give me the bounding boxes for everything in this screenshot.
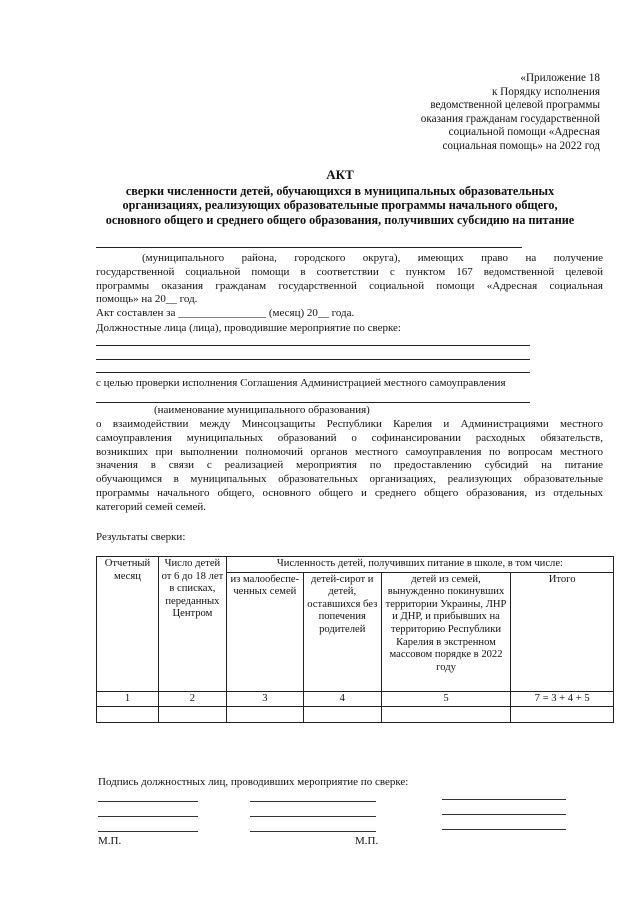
appendix-line: ведомственной целевой программы xyxy=(430,99,600,112)
empty-cell xyxy=(303,707,381,723)
agreement-paragraph xyxy=(96,418,603,515)
signature-line xyxy=(250,816,376,817)
blank-line-official-2 xyxy=(96,359,530,360)
results-table xyxy=(96,556,614,723)
signature-line xyxy=(442,829,566,830)
header-children-count: Число детей от 6 до 18 лет в списках, переданных Центром xyxy=(158,557,226,692)
table-empty-row xyxy=(97,707,614,723)
blank-line-official-1 xyxy=(96,345,530,346)
col-number: 2 xyxy=(158,691,226,707)
signature-line xyxy=(98,816,198,817)
intro-line: программы оказания гражданам государственной социальной помощи «Адресная социальная xyxy=(96,279,603,292)
empty-cell xyxy=(511,707,614,723)
title-main: АКТ xyxy=(326,167,354,182)
agreement-line: программы начального общего, основного общего и среднего общего образования, из отдельных xyxy=(96,486,603,499)
blank-line-municipality-name xyxy=(96,402,530,403)
intro-paragraph xyxy=(96,252,603,307)
agreement-line: категорий семей семей. xyxy=(96,500,206,513)
agreement-line: значения в связи с реализацией мероприятия по предоставлению субсидий на питание xyxy=(96,459,603,472)
act-compiled-text: Акт составлен за ________________ (месяц) 20__ года. xyxy=(96,307,355,319)
appendix-line: «Приложение 18 xyxy=(520,72,600,84)
blank-line-municipality xyxy=(96,247,522,248)
empty-cell xyxy=(158,707,226,723)
officials-text: Должностные лица (лица), проводившие мероприятие по сверке: xyxy=(96,322,401,334)
table-header-row xyxy=(97,557,614,573)
agreement-line: возникших при выполнении полномочий органов местного самоуправления по вопросам местного xyxy=(96,445,603,458)
header-total: Итого xyxy=(511,572,614,691)
intro-line: государственной социальной помощи в соответствии с пунктом 167 ведомственной целевой xyxy=(96,265,603,278)
signatures-caption: Подпись должностных лиц, проводивших мероприятие по сверке: xyxy=(98,776,409,788)
title-line: сверки численности детей, обучающихся в муниципальных образовательных xyxy=(125,184,555,199)
appendix-line: социальной помощи «Адресная xyxy=(448,126,600,139)
header-orphans: детей-сирот и детей, оставшихся без попечения родителей xyxy=(303,572,381,691)
signature-line xyxy=(250,801,376,802)
blank-line-official-3 xyxy=(96,372,530,373)
col-number: 5 xyxy=(381,691,511,707)
signature-line xyxy=(250,831,376,832)
signature-line xyxy=(442,814,566,815)
municipality-name-caption: (наименование муниципального образования) xyxy=(154,404,370,416)
col-number: 3 xyxy=(226,691,303,707)
signature-line xyxy=(98,801,198,802)
appendix-line: оказания гражданам государственной xyxy=(420,112,600,125)
purpose-text: с целью проверки исполнения Соглашения Администрацией местного самоуправления xyxy=(96,377,506,389)
signature-line xyxy=(98,831,198,832)
table-number-row xyxy=(97,691,614,707)
intro-line: помощь» на 20__ год. xyxy=(96,293,198,306)
results-caption: Результаты сверки: xyxy=(96,531,186,543)
header-low-income: из малообеспе-ченных семей xyxy=(226,572,303,691)
header-month: Отчетный месяц xyxy=(97,557,159,692)
empty-cell xyxy=(226,707,303,723)
signature-line xyxy=(442,799,566,800)
stamp-place-left: М.П. xyxy=(98,835,122,847)
col-number: 7 = 3 + 4 + 5 xyxy=(511,691,614,707)
title-line: организациях, реализующих образовательные программы начального общего, xyxy=(122,198,558,213)
document-title xyxy=(60,168,620,227)
empty-cell xyxy=(97,707,159,723)
col-number: 1 xyxy=(97,691,159,707)
appendix-line: к Порядку исполнения xyxy=(491,85,600,98)
header-group: Численность детей, получивших питание в школе, в том числе: xyxy=(226,557,613,573)
appendix-line: социальная помощь» на 2022 год xyxy=(442,139,600,152)
title-line: основного общего и среднего общего образования, получивших субсидию на питание xyxy=(105,212,575,227)
agreement-line: обучающимся в муниципальных образовательных организациях, реализующих образовательные xyxy=(96,473,603,486)
empty-cell xyxy=(381,707,511,723)
stamp-place-right: М.П. xyxy=(355,835,379,847)
intro-line: (муниципального района, городского округа), имеющих право на получение xyxy=(142,252,603,264)
agreement-line: самоуправления муниципальных образований о софинансировании расходных обязательств, xyxy=(96,431,603,444)
appendix-header xyxy=(300,72,600,154)
agreement-line: о взаимодействии между Минсоцзащиты Республики Карелия и Администрациями местного xyxy=(96,418,603,430)
header-forced-migrants: детей из семей, вынужденно покинувших территории Украины, ЛНР и ДНР, и прибывших на территорию Республики Карелия в экстренном массовом порядке в 2022 году xyxy=(381,572,511,691)
col-number: 4 xyxy=(303,691,381,707)
